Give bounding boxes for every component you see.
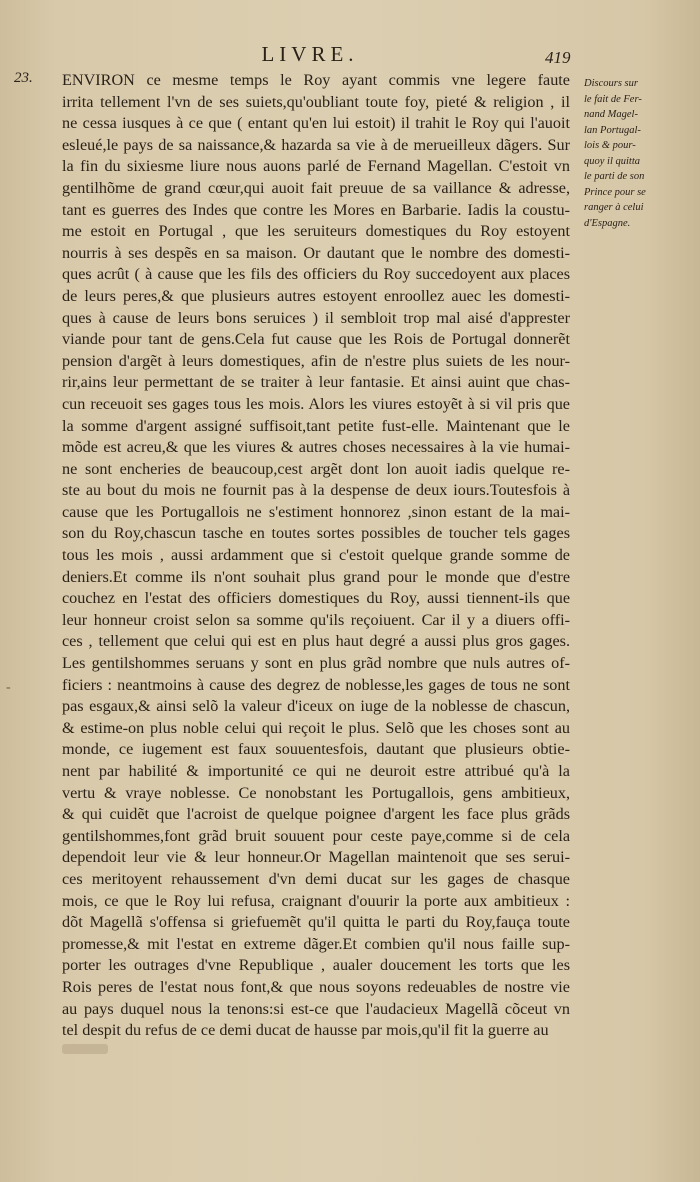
text-line: dõt Magellã s'offensa si griefuemẽt qu'il quitta le parti du Roy,fauça toute: [62, 913, 570, 932]
text-line: ficiers : neantmoins à cause des degrez de noblesse,les gages de tous ne sont: [62, 675, 570, 694]
text-line: deniers.Et comme ils n'ont souhait plus grand pour le monde que d'estre: [62, 567, 570, 586]
text-line: irrita tellement l'vn de ses suiets,qu'oubliant toute foy, pieté & religion , il: [62, 92, 570, 111]
text-line: ENVIRON ce mesme temps le Roy ayant commis vne legere faute: [62, 71, 570, 89]
margin-note-line: le parti de son: [584, 171, 645, 182]
text-line: au pays duquel nous la tenons:si est-ce que l'audacieux Magellã cõceut vn: [62, 999, 570, 1018]
text-line: mois, ce que le Roy lui refusa, craignant d'ouurir la porte aux ambitieux :: [62, 891, 570, 910]
text-line: leur honneur croist selon sa somme qu'ils reçoiuent. Car il y a diuers offi-: [62, 610, 570, 629]
margin-note-line: quoy il quitta: [584, 155, 640, 167]
text-line: de leurs peres,& que plusieurs autres estoyent enroollez auec les domesti-: [62, 286, 570, 305]
text-line: couchez en l'estat des officiers domestiques du Roy, aussi tiennent-ils que: [62, 589, 570, 608]
text-line: dependoit leur vie & leur honneur.Or Magellan maintenoit que ses serui-: [62, 848, 570, 867]
text-line: la fin du sixiesme liure nous auons parlé de Fernand Magellan. C'estoit vn: [62, 157, 570, 176]
text-line: viande pour tant de gens.Cela fut cause que les Rois de Portugal donnerẽt: [62, 330, 570, 349]
margin-note-line: lan Portugal-: [584, 124, 641, 136]
text-line: promesse,& mit l'estat en extreme dãger.Et combien qu'il nous faille sup-: [62, 934, 570, 953]
margin-note-line: d'Espagne.: [584, 217, 631, 229]
text-line: ques acrût ( à cause que les fils des officiers du Roy succedoyent aux places: [62, 265, 570, 284]
text-line: rir,ains leur permettant de se traiter à leur fantasie. Et ainsi auint que chas-: [62, 373, 570, 392]
margin-note-line: Prince pour se: [584, 186, 646, 198]
text-line: son du Roy,chascun tasche en toutes sortes possibles de toucher tels gages: [62, 524, 570, 543]
text-line: & estime-on plus noble celui qui reçoit le plus. Selõ que les choses sont au: [62, 718, 570, 737]
margin-note-line: lois & pour-: [584, 140, 636, 151]
margin-note: [584, 76, 684, 231]
text-line: Les gentilshommes seruans y sont en plus grãd nombre que nuls autres of-: [62, 654, 570, 673]
text-line: la somme d'argent assigné suffisoit,tant petite fust-elle. Maintenant que le: [62, 416, 570, 435]
text-line: esleué,le pays de sa naissance,& hazarda sa vie à de merueilleux dãgers. Sur: [62, 135, 570, 154]
body-text: [62, 70, 570, 1042]
text-line: ces meritoyent rehaussement d'vn demi ducat sur les gages de chasque: [62, 869, 570, 888]
margin-mark: -: [6, 680, 11, 695]
text-line: ne sont encheries de beaucoup,cest argẽt dont lon auoit iadis quelque re-: [62, 459, 570, 478]
text-line: ques à cause de leurs bons seruices ) il sembloit trop mal aisé d'apprester: [62, 308, 570, 327]
running-title: LIVRE.: [261, 42, 359, 66]
margin-note-line: le fait de Fer-: [584, 93, 642, 105]
text-line: gentilshommes,font grãd bruit souuent pour ceste paye,comme si de cela: [62, 826, 570, 845]
text-line: cun receuoit ses gages tous les mois. Alors les viures estoyẽt à si vil pris que: [62, 394, 570, 413]
text-line: me estoit en Portugal , que les seruiteurs domestiques du Roy estoyent: [62, 222, 570, 241]
text-line: mõde est acreu,& que les viures & autres choses necessaires à la vie humai-: [62, 438, 570, 457]
margin-note-line: nand Magel-: [584, 109, 638, 120]
section-number: 23.: [14, 70, 33, 86]
text-line: tel despit du refus de ce demi ducat de hausse par mois,qu'il fit la guerre au: [62, 1021, 549, 1040]
text-line: monde, ce iugement est faux souuentesfois, dautant que plusieurs obtie-: [62, 740, 570, 759]
text-line: pension d'argẽt à leurs domestiques, afin de n'estre plus suiets de les nour-: [62, 351, 570, 370]
ink-smudge: [62, 1044, 108, 1054]
text-line: ces , tellement que celui qui est en plus haut degré a aussi plus gros gages.: [62, 632, 570, 651]
text-line: ste au bout du mois ne fournit pas à la despense de deux iours.Toutesfois à: [62, 481, 570, 500]
page-number: 419: [545, 48, 571, 67]
text-line: Rois peres de l'estat nous font,& que nous soyons redeuables de nostre vie: [62, 977, 570, 996]
text-line: tant es guerres des Indes que contre les Mores en Barbarie. Iadis la coustu-: [62, 200, 570, 219]
text-line: vertu & vraye noblesse. Ce nonobstant les Portugallois, gens ambitieux,: [62, 783, 570, 802]
text-line: porter les outrages d'vne Republique , aualer doucement les torts que les: [62, 956, 570, 975]
text-line: gentilhõme de grand cœur,qui auoit fait preuue de sa vaillance & adresse,: [62, 178, 570, 197]
margin-note-line: Discours sur: [584, 78, 638, 89]
text-line: nent par habilité & importunité ce qui ne deuroit estre attribué qu'à la: [62, 762, 570, 780]
text-line: tous les mois , aussi ardamment que si c'estoit quelque grande somme de: [62, 546, 570, 565]
text-line: & qui cuidẽt que l'acroist de quelque poignee d'argent les face plus grãds: [62, 805, 570, 824]
margin-note-line: ranger à celui: [584, 202, 644, 213]
text-line: pas esgaux,& ainsi selõ la valeur d'iceux on iuge de la noblesse de chascun,: [62, 697, 570, 716]
text-line: ne cessa iusques à ce que ( entant qu'en lui estoit) il trahit le Roy qui l'auoit: [62, 114, 570, 133]
text-line: nourris à ses despẽs en sa maison. Or dautant que le nombre des domesti-: [62, 243, 570, 262]
text-line: cause que les Portugallois ne s'estiment honnorez ,sinon estant de la mai-: [62, 502, 570, 521]
